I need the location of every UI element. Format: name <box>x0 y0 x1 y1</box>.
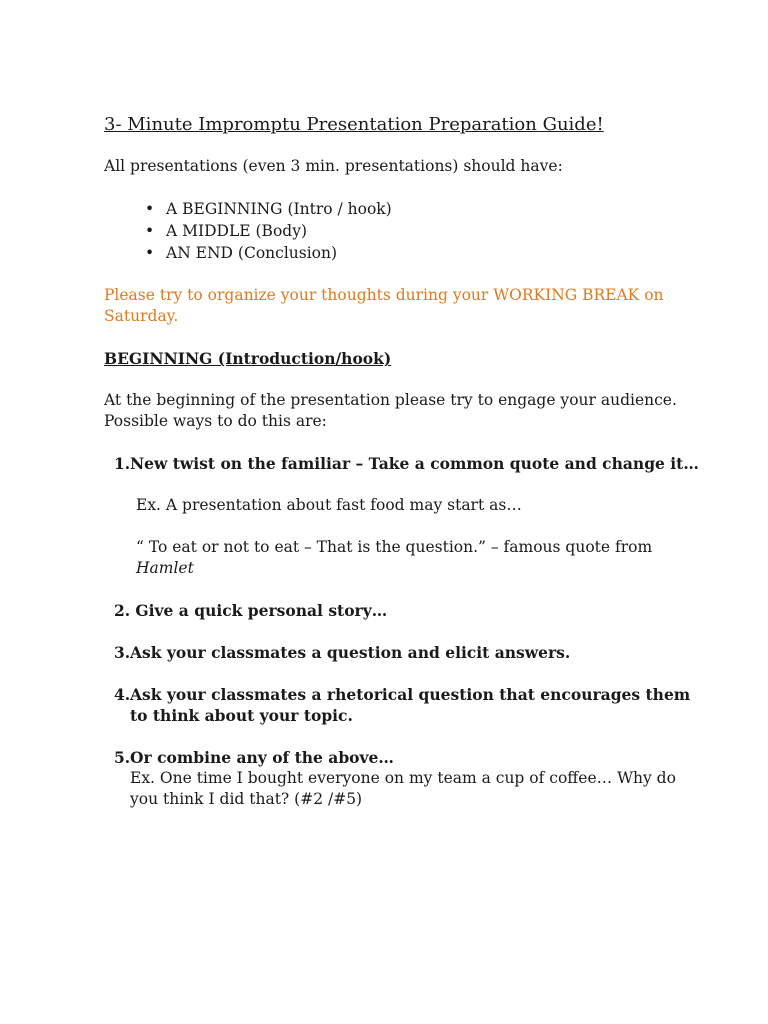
list-item: • A MIDDLE (Body) <box>145 222 307 240</box>
technique-item-2 <box>104 600 704 621</box>
technique-item-4 <box>104 684 704 726</box>
item-text: New twist on the familiar – Take a common quote and change it… <box>130 454 699 473</box>
list-item: • A BEGINNING (Intro / hook) <box>145 200 392 218</box>
lead-text: At the beginning of the presentation please try to engage your audience. Possible ways to do this are: <box>104 391 677 430</box>
document-page <box>104 112 704 810</box>
item-number: 3. <box>114 643 131 662</box>
item-text: Ask your classmates a rhetorical question that encourages them to think about your topic. <box>130 685 691 725</box>
item-text: Ask your classmates a question and elicit answers. <box>130 643 571 662</box>
item-number: 1. <box>114 454 131 473</box>
example-fast-food: Ex. A presentation about fast food may start as… <box>136 496 522 514</box>
intro-text: All presentations (even 3 min. presentations) should have: <box>104 157 563 175</box>
document-title: 3- Minute Impromptu Presentation Preparation Guide! <box>104 114 604 135</box>
example-combined: Ex. One time I bought everyone on my team a cup of coffee… Why do you think I did that? (#2 /#5) <box>130 769 676 808</box>
quote-source: Hamlet <box>136 559 194 577</box>
item-number: 2. <box>114 601 131 620</box>
structure-list <box>104 198 704 264</box>
technique-item-1 <box>104 453 704 474</box>
bullet-icon: • <box>145 222 155 240</box>
item-text: Or combine any of the above… <box>130 748 394 767</box>
list-item: • AN END (Conclusion) <box>145 244 338 262</box>
item-number: 4. <box>114 685 131 704</box>
example-quote: “ To eat or not to eat – That is the question.” – famous quote from Hamlet <box>136 538 653 577</box>
bullet-icon: • <box>145 200 155 218</box>
working-break-note: Please try to organize your thoughts during your WORKING BREAK on Saturday. <box>104 286 664 325</box>
item-number: 5. <box>114 748 131 767</box>
bullet-icon: • <box>145 244 155 262</box>
technique-item-5 <box>104 747 704 768</box>
item-text: Give a quick personal story… <box>130 601 388 620</box>
section-heading: BEGINNING (Introduction/hook) <box>104 349 392 368</box>
technique-item-3 <box>104 642 704 663</box>
